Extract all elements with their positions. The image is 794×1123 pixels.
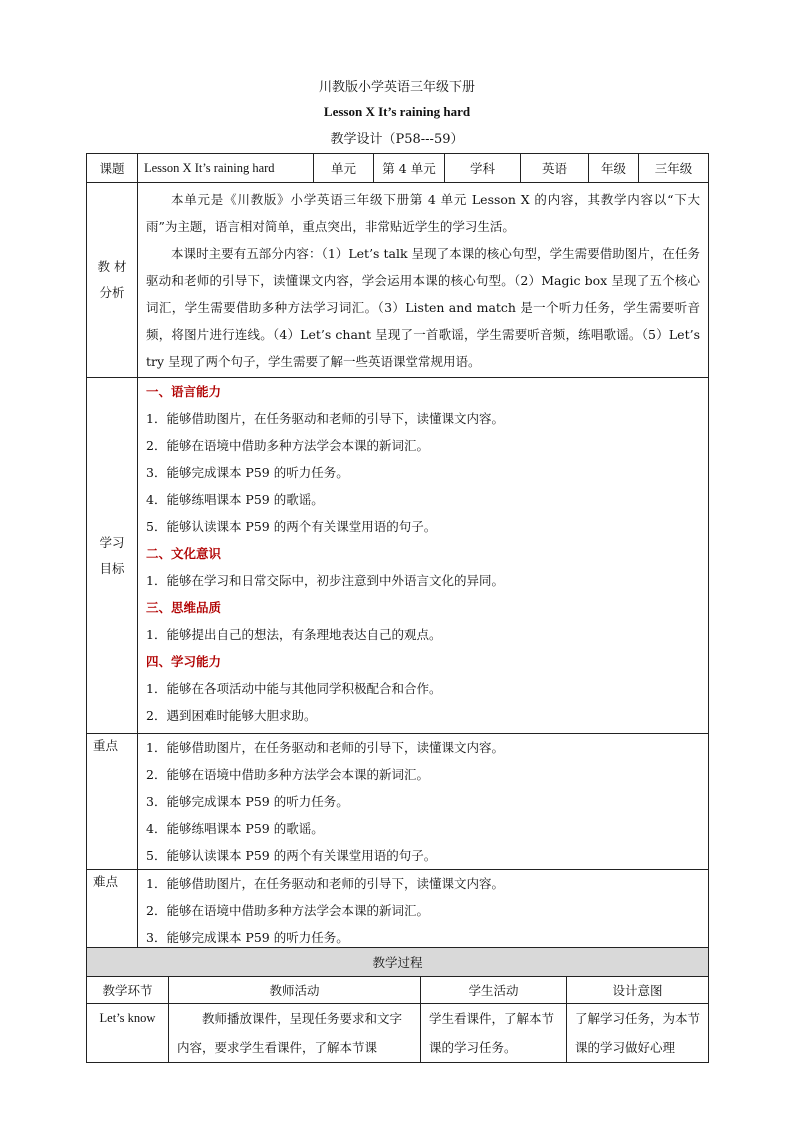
key-points-content: [138, 734, 709, 870]
list-item: 3．能够完成课本 P59 的听力任务。: [146, 930, 349, 945]
list-item: 2．遇到困难时能够大胆求助。: [146, 708, 317, 723]
grade-label: 年级: [589, 154, 639, 183]
list-item: 2．能够在语境中借助多种方法学会本课的新词汇。: [146, 903, 429, 918]
info-row: [87, 154, 709, 183]
col-student-header: 学生活动: [421, 977, 567, 1004]
difficulties-row: [87, 870, 709, 953]
col-intent-header: 设计意图: [567, 977, 709, 1004]
analysis-content: [138, 183, 709, 378]
design-subtitle: 教学设计（P58---59）: [330, 132, 464, 147]
section-heading-learning: 四、学习能力: [146, 654, 222, 669]
difficulties-content: [138, 870, 709, 953]
difficulties-label: 难点: [87, 870, 138, 953]
section-heading-culture: 二、文化意识: [146, 546, 222, 561]
process-header-row: [87, 977, 709, 1004]
analysis-row: [87, 183, 709, 378]
lesson-info-table: [86, 153, 709, 953]
analysis-paragraph-1: 本单元是《川教版》小学英语三年级下册第 4 单元 Lesson X 的内容，其教学内容以“下大雨”为主题，语言相对简单，重点突出，非常贴近学生的学习生活。: [146, 192, 700, 234]
teaching-process-table: [86, 947, 709, 1063]
list-item: 3．能够完成课本 P59 的听力任务。: [146, 794, 349, 809]
process-title-row: [87, 948, 709, 977]
col-stage-header: 教学环节: [87, 977, 169, 1004]
list-item: 1．能够提出自己的想法，有条理地表达自己的观点。: [146, 627, 442, 642]
student-activity-cell: 学生看课件，了解本节课的学习任务。: [421, 1004, 567, 1063]
list-item: 1．能够在各项活动中能与其他同学积极配合和合作。: [146, 681, 442, 696]
topic-value: Lesson X It’s raining hard: [138, 154, 314, 183]
topic-label: 课题: [87, 154, 138, 183]
subject-label: 学科: [445, 154, 521, 183]
table-row: [87, 1004, 709, 1063]
lesson-title: Lesson X It’s raining hard: [323, 104, 471, 119]
list-item: 2．能够在语境中借助多种方法学会本课的新词汇。: [146, 767, 429, 782]
analysis-paragraph-2: 本课时主要有五部分内容：（1）Let’s talk 呈现了本课的核心句型，学生需要借助图片，在任务驱动和老师的引导下，读懂课文内容，学会运用本课的核心句型。（2）Magic box 呈现了五个核心词汇，学生需要借助多种方法学习词汇。（3）Listen and match 是一个听力任务，学生需要听音频，将图片进行连线。（4）Let’s chant 呈现了一首歌谣，学生需要听音频，练唱歌谣。（5）Let’s try 呈现了两个句子，学生需要了解一些英语课堂常规用语。: [146, 246, 700, 369]
list-item: 1．能够借助图片，在任务驱动和老师的引导下，读懂课文内容。: [146, 411, 504, 426]
list-item: 4．能够练唱课本 P59 的歌谣。: [146, 821, 324, 836]
list-item: 2．能够在语境中借助多种方法学会本课的新词汇。: [146, 438, 429, 453]
list-item: 5．能够认读课本 P59 的两个有关课堂用语的句子。: [146, 848, 437, 863]
document-title: 川教版小学英语三年级下册: [318, 80, 475, 95]
list-item: 1．能够在学习和日常交际中，初步注意到中外语言文化的异同。: [146, 573, 504, 588]
key-points-row: [87, 734, 709, 870]
list-item: 1．能够借助图片，在任务驱动和老师的引导下，读懂课文内容。: [146, 876, 504, 891]
objectives-content: [138, 378, 709, 734]
objectives-row: [87, 378, 709, 734]
list-item: 3．能够完成课本 P59 的听力任务。: [146, 465, 349, 480]
section-heading-language: 一、语言能力: [146, 384, 222, 399]
unit-label: 单元: [314, 154, 374, 183]
teacher-activity-cell: 教师播放课件，呈现任务要求和文字内容，要求学生看课件，了解本节课: [169, 1004, 421, 1063]
key-points-label: 重点: [87, 734, 138, 870]
design-intent-cell: 了解学习任务，为本节课的学习做好心理: [567, 1004, 709, 1063]
stage-cell: Let’s know: [87, 1004, 169, 1063]
unit-value: 第 4 单元: [374, 154, 445, 183]
subject-value: 英语: [521, 154, 589, 183]
grade-value: 三年级: [639, 154, 709, 183]
analysis-label: 教 材 分析: [87, 183, 138, 378]
list-item: 4．能够练唱课本 P59 的歌谣。: [146, 492, 324, 507]
process-title: 教学过程: [87, 948, 709, 977]
list-item: 5．能够认读课本 P59 的两个有关课堂用语的句子。: [146, 519, 437, 534]
col-teacher-header: 教师活动: [169, 977, 421, 1004]
list-item: 1．能够借助图片，在任务驱动和老师的引导下，读懂课文内容。: [146, 740, 504, 755]
objectives-label: 学习 目标: [87, 378, 138, 734]
section-heading-thinking: 三、思维品质: [146, 600, 222, 615]
